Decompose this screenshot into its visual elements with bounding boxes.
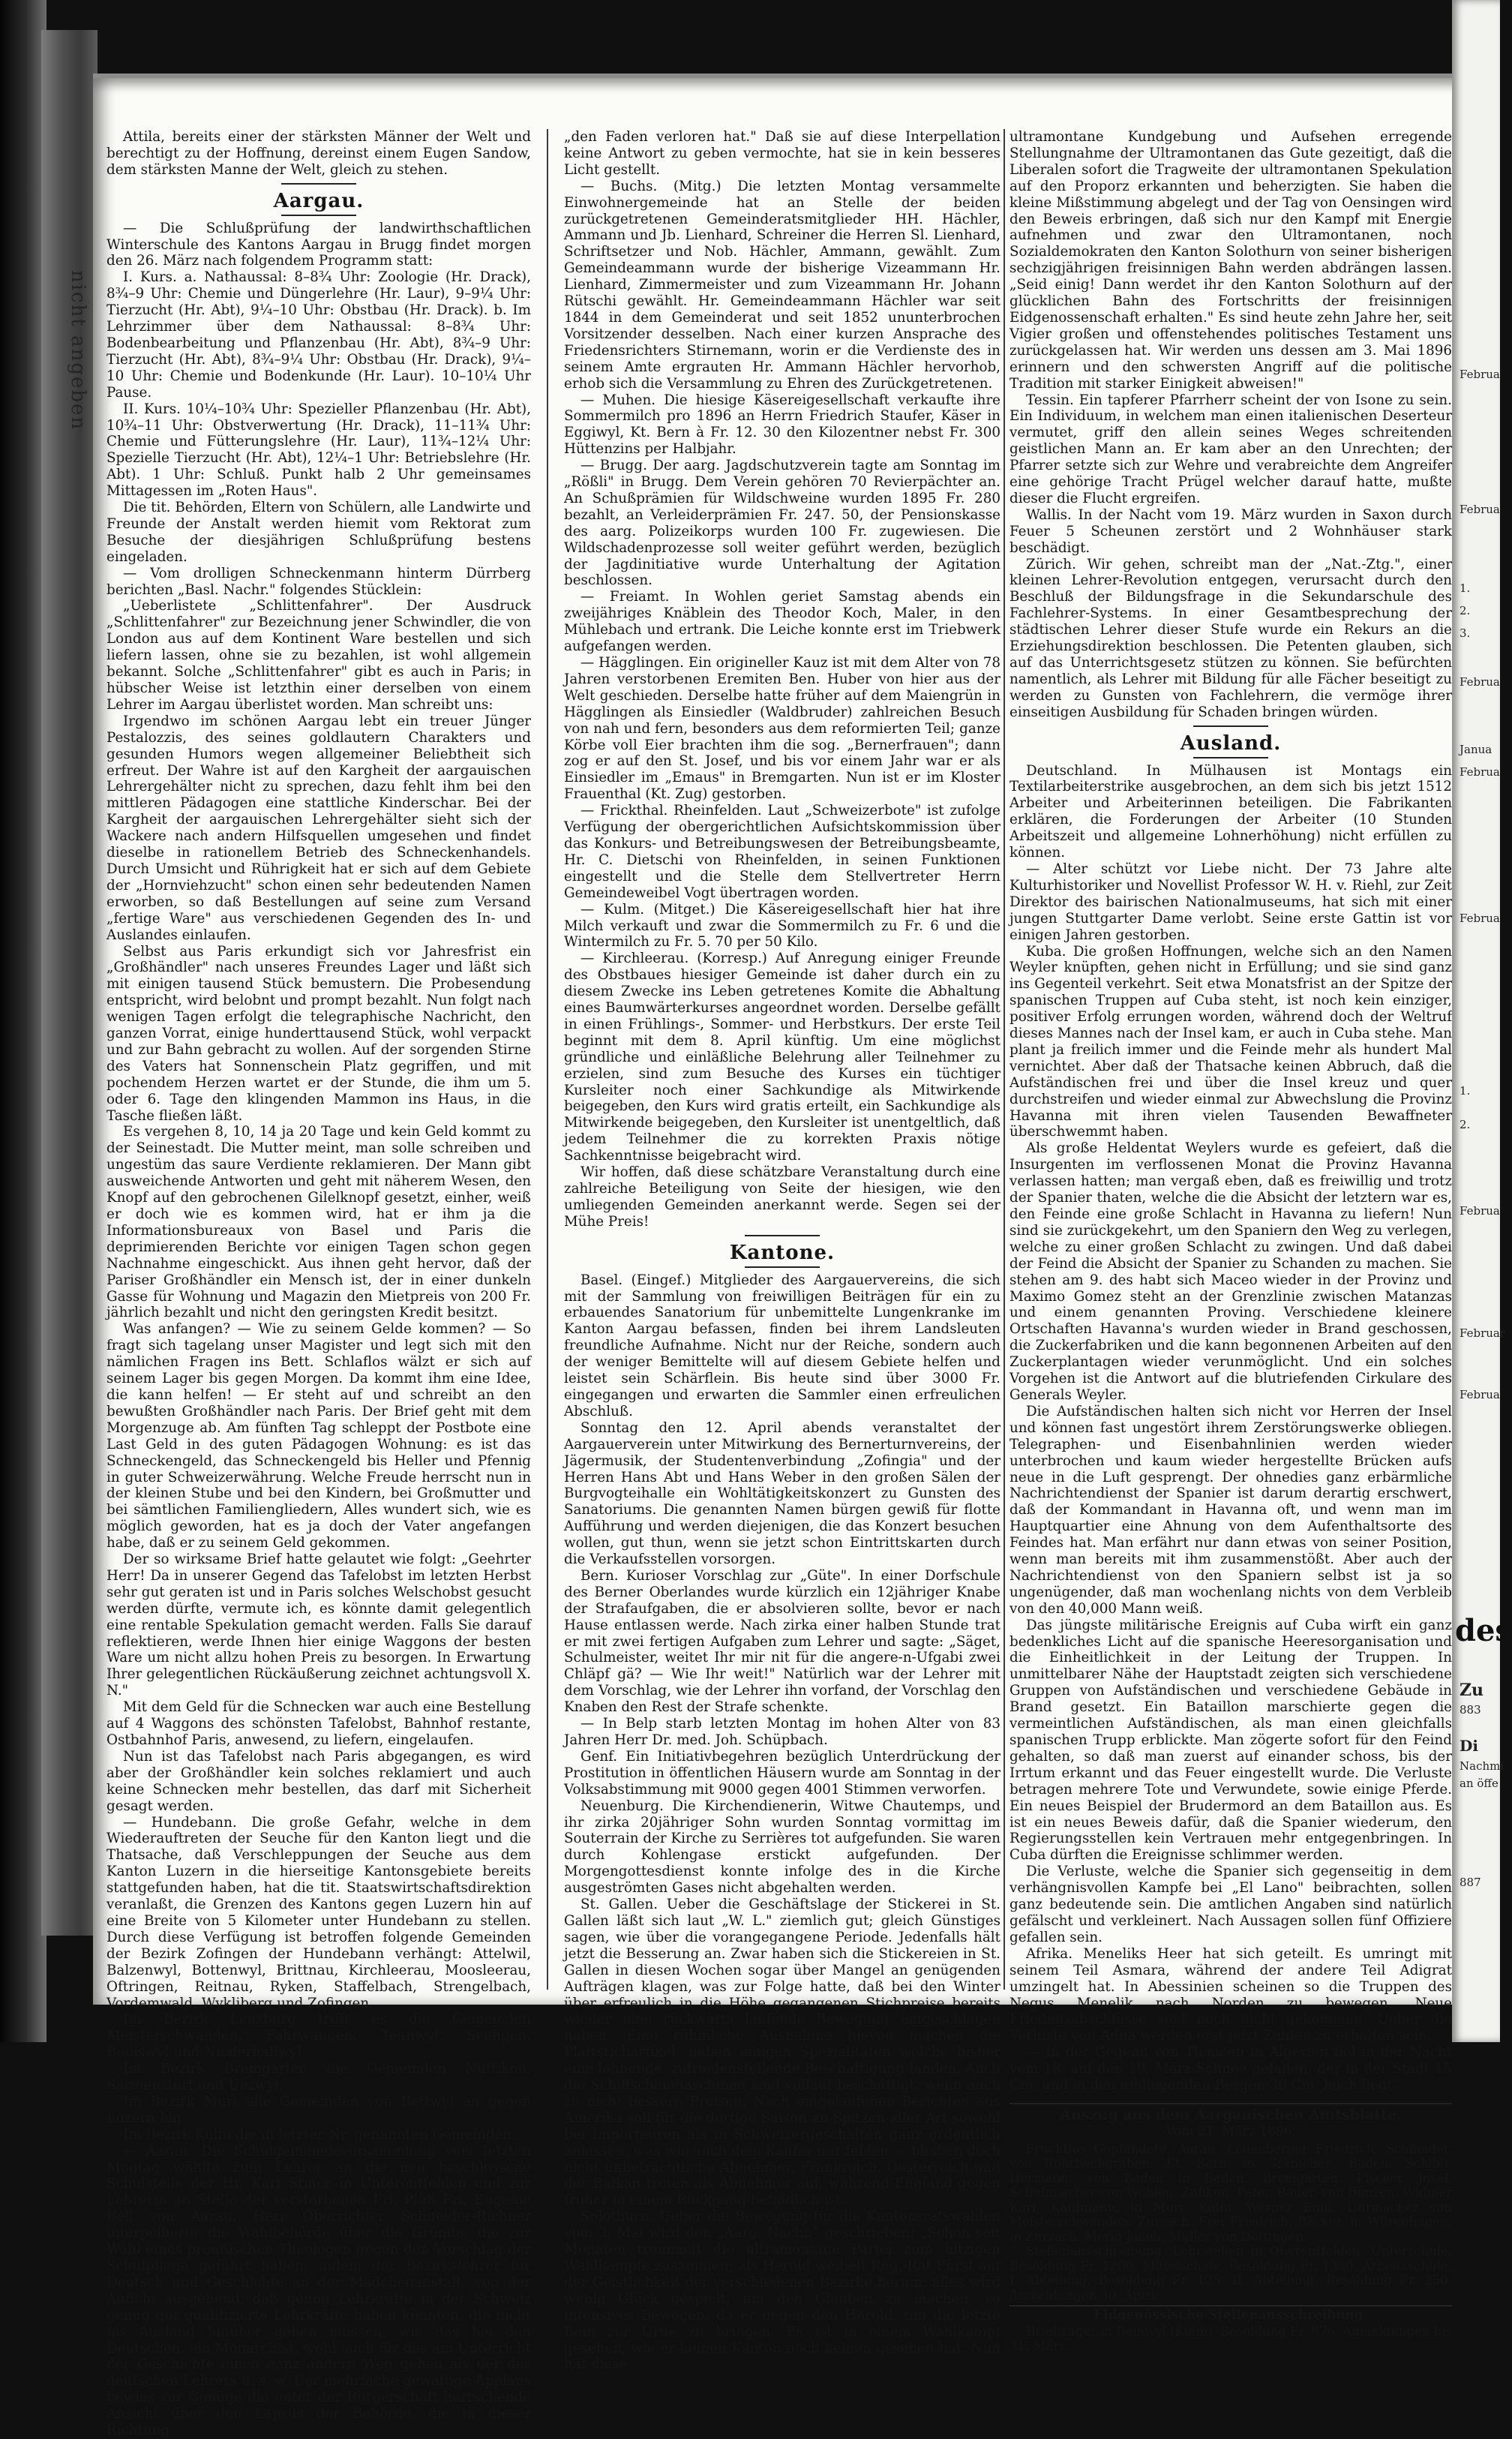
edge-fragment: Februa [1460, 1388, 1500, 1401]
edge-fragment: Februa [1460, 912, 1500, 925]
article-schlusspruefung: — Die Schlußprüfung der landwirthschaftlichen Winterschule des Kantons Aargau in Brugg findet morgen den 26. März nach folgendem Programm statt: [106, 220, 531, 269]
article-paragraph: Nun ist das Tafelobst nach Paris abgegangen, es wird aber der Großhändler kein solches reklamiert und auch keine Schnecken mehr bestellen, das darf mit Sicherheit gesagt werden. [106, 1748, 531, 1814]
article-solothurn-end: ultramontane Kundgebung und Aufsehen erregende Stellungnahme der Ultramontanen das Gute gezeitigt, daß die Liberalen sofort die Tragweite der ultramontanen Spekulation auf den Proporz erkannten und beherzigten. Sie haben die kleine Mißstimmung abgelegt und der Tag von Oensingen wird den Beweis erbringen, daß sich nur den Kampf mit Energie aufnehmen und zwar den Ultramontanen, noch Sozialdemokraten den Kanton Solothurn von seiner bisherigen sechzigjährigen freisinnigen Bahn werden abdrängen lassen. „Seid einig! Dann werdet ihr den Kanton Solothurn auf der glücklichen Bahn des Fortschritts der freisinnigen Eidgenossenschaft erhalten." Es sind heute zehn Jahre her, seit Vigier großen und offenstehendes politisches Testament uns zurückgelassen hat. Wir werden uns dessen am 3. Mai 1896 erinnern und den schwersten Angriff auf die politische Tradition mit starker Einigkeit abweisen!" [1010, 129, 1452, 392]
edge-fragment: 1. [1460, 1084, 1471, 1098]
separator [745, 1266, 820, 1268]
article-frickthal: — Frickthal. Rheinfelden. Laut „Schweizerbote" ist zufolge Verfügung der obergerichtlichen Aufsichtskommission über das Konkurs- und Betreibungswesen der Betreibungsbeamte, Hr. C. Dietschi von Rheinfelden, in seinen Funktionen eingestellt und die Stelle dem Stellvertreter Herrn Gemeindeweibel Vogt übertragen worden. [564, 803, 1000, 901]
article-kulm: — Kulm. (Mitget.) Die Käsereigesellschaft hier hat ihre Milch verkauft und zwar die Sommermilch zu Fr. 6 und die Wintermilch zu Fr. 5. 70 per 50 Kilo. [564, 901, 1000, 951]
article-paragraph: Die Verluste, welche die Spanier sich gegenseitig in dem verhängnisvollen Kampfe bei „El Lano" beibrachten, sollen ganz bedeutende sein. Die amtlichen Angaben sind natürlich gefälscht und verkleinert. Nach Aussagen sollen fünf Offiziere gefallen sein. [1010, 1864, 1452, 1945]
section-heading-ausland: Ausland. [1180, 731, 1282, 755]
edge-fragment-heading: des [1455, 1613, 1512, 1648]
amtsblatt-subheading: Eidgenössische Stellenausschreibung. [1010, 2305, 1452, 2324]
edge-fragment: Februa [1460, 675, 1500, 689]
column-rule-1 [547, 129, 548, 1990]
section-heading-kantone: Kantone. [729, 1241, 836, 1264]
column-rule-2 [1004, 129, 1005, 1990]
article-attila-end: Attila, bereits einer der stärksten Männer der Welt und berechtigt zu der Hoffnung, dereinst einem Eugen Sandow, dem stärksten Manne der Welt, gleich zu stehen. [106, 129, 531, 178]
amtsblatt-entry: Briefträger in Beinwyl (Kulm). Besoldung Fr. 876. Anmeldungen bis 31. März. [1010, 2324, 1452, 2353]
edge-fragment: 2. [1460, 604, 1471, 617]
article-paragraph: Im Bezirk Lenzburg trifft es die Gemeinden Meisterschwanden, Fahrwangen, Tennwyl, Seengen, Boniswyl und Niederhallwyl. [106, 2011, 531, 2061]
article-kirchleerau: — Kirchleerau. (Korresp.) Auf Anregung einiger Freunde des Obstbaues hiesiger Gemeinde ist daher durch ein zu diesem Zwecke ins Leben getretenes Komite die Abhaltung eines Baumwärterkurses angeordnet worden. Derselbe gefällt in einen Frühlings-, Sommer- und Herbstkurs. Der erste Teil beginnt mit dem 8. April künftig. Um eine möglichst gründliche und einläßliche Belehrung aller Teilnehmer zu erzielen, sind zum Besuche des Kurses ein tüchtiger Kursleiter noch einer Sachkundige als Mitwirkende beigegeben, den Kurs wird gratis erteilt, ein Sachkundige als Mitwirkende beigegeben, den Kursleiter ist unentgeltlich, daß jedem Teilnehmer die zu korrekten Praxis nötige Sachkenntnisse beigebracht wird. [564, 951, 1000, 1164]
article-schneckenmann: — Vom drolligen Schneckenmann hinterm Dürrberg berichten „Basl. Nachr." folgendes Stücklein: [106, 565, 531, 598]
newspaper-page [93, 78, 1462, 2439]
separator [1193, 757, 1268, 758]
article-afrika: Afrika. Meneliks Heer hat sich geteilt. Es umringt mit seinem Teil Asmara, während der andere Teil Adigrat umzingelt hat. In Abessinien scheinen so die Truppen des Negus Menelik nach Norden zu bewegen. Neue Friedensabschlüsse sind noch nicht gekommen. Ueber die Verluste von Adua werden erst jetzt Zahlen zu erhalten sein. [1010, 1945, 1452, 2044]
article-paragraph: Irgendwo im schönen Aargau lebt ein treuer Jünger Pestalozzis, des seines goldlautern Charakters und gesunden Humors wegen allgemeiner Beliebtheit sich erfreut. Der Wahre ist auf den Kargheit der aargauischen Lehrergehälter nicht zu sprechen, dazu fehlt ihm bei den mittleren Pädagogen eine stattliche Kinderschar. Bei der Kargheit der aargauischen Lehrergehälter sieht sich der Wackere nach andern Hilfsquellen umgesehen und findet dieselbe in rationellem Betrieb des Schneckenhandels. Durch Umsicht und Rührigkeit hat er sich auf dem Gebiete der „Hornviehzucht" schon einen sehr bedeutenden Namen erworben, so daß Bestellungen auf seine zum Versand „fertige Ware" aus verschiedenen Gegenden des In- und Auslandes einlaufen. [106, 713, 531, 943]
article-tessin: Tessin. Ein tapferer Pfarrherr scheint der von Isone zu sein. Ein Individuum, in welchem man einen italienischen Deserteur vermutet, griff den allein seines Weges schreitenden geistlichen Mann an. Er kam aber an den Unrechten; der Pfarrer setzte sich zur Wehre und verabreichte dem Angreifer eine gehörige Tracht Prügel welcher darauf hatte, mußte dieser die Flucht ergreifen. [1010, 392, 1452, 506]
article-freiamt: — Freiamt. In Wohlen geriet Samstag abends ein zweijähriges Knäblein des Theodor Koch, Maler, in den Mühlebach und ertrank. Die Leiche konnte erst im Triebwerk aufgefangen werden. [564, 589, 1000, 655]
article-deutschland: Deutschland. In Mülhausen ist Montags ein Textilarbeiterstrike ausgebrochen, an dem sich bis jetzt 1512 Arbeiter und Arbeiterinnen beteiligen. Die Fabrikanten erklären, die Forderungen der Arbeiter (10 Stunden Arbeitszeit und allgemeine Lohnerhöhung) nicht erfüllen zu können. [1010, 762, 1452, 861]
amtsblatt-entry: Fruchtlos Gepfändete. Aarau. Leuenberger Friedrich, Schneider, von Rohrbachgraben, Kt. Bern, in Gränichen. Baden. Schibli, Hermann, von Baden in Baden. Bremgarten. Fischer Josef, Schuhmacher von Wohlen. Zufikon. Peter, Bauer, von Bünzen. Widmer Karl, Kaufmann, in Muri. Kulm. Werner Emil, Uhrmacher von Meisterschwanden. Zurzach. Frei Friedrich, Bäcker, in Würenlingen, in Zurzach. Merki Jakob, Müller von Döttingen. [1010, 2141, 1452, 2244]
article-paragraph: „Ueberlistete „Schlittenfahrer". Der Ausdruck „Schlittenfahrer" zur Bezeichnung jener Schwindler, die von London aus auf dem Kontinent Ware bestellen und sich liefern lassen, ohne sie zu bezahlen, ist wohl allgemein bekannt. Solche „Schlittenfahrer" gibt es auch in Paris; in hübscher Weise ist letzthin einer derselben von einem Lehrer im Aargau überlistet worden. Man schreibt uns: [106, 598, 531, 713]
separator [281, 183, 356, 185]
article-paragraph: Im Bezirk Bremgarten die Gemeinden Nüttikon, Sarmenstorf und Uezwyl. [106, 2061, 531, 2094]
article-paragraph: Mit dem Geld für die Schnecken war auch eine Bestellung auf 4 Waggons des schönsten Tafelobst, Bahnhof restante, Ostbahnhof Paris, anwesend, zu liefern, eingelaufen. [106, 1699, 531, 1748]
article-zuerich: Zürich. Wir gehen, schreibt man der „Nat.-Ztg.", einer kleinen Lehrer-Revolution entgegen, verursacht durch den Beschluß der Bildungsfrage in die Sekundarschule des Fachlehrer-Systems. In einer Gesamtbesprechung der städtischen Lehrer dieser Stufe wurde ein Rekurs an die Erziehungsdirektion beschlossen. Die Petenten glauben, sich auf das Unterrichtsgesetz stützen zu können. Sie befürchten namentlich, als Lehrer mit Bildung für alle Fächer beseitigt zu werden zu Gunsten von Fachlehrern, die vermöge ihrer einseitigen Ausbildung für Schaden bringen würden. [1010, 556, 1452, 720]
amtsblatt-date: Vom 21. März 1896. [1166, 2123, 1296, 2139]
article-paragraph: Was anfangen? — Wie zu seinem Gelde kommen? — So fragt sich tagelang unser Magister und legt sich mit den nämlichen Fragen ins Bett. Schlaflos wälzt er sich auf seinem Lager bis gegen Morgen. Da kommt ihm eine Idee, die kann helfen! — Er steht auf und schreibt an den bewußten Großhändler nach Paris. Der Brief geht mit dem Morgenzuge ab. Am fünften Tag schleppt der Postbote eine Last Geld in des guten Pädagogen Wohnung: es ist das Schneckengeld, das Schneckengeld bis Heller und Pfennig in guter Schweizerwährung. Welche Freude herrscht nun in der kleinen Stube und bei den Kindern, bei Großmutter und bei sämtlichen Familiengliedern, Alles wundert sich, wie es möglich geworden, hat es ja doch der Vater angefangen habe, daß er zu seinem Geld gekommen. [106, 1321, 531, 1551]
article-haegglingen: — Hägglingen. Ein origineller Kauz ist mit dem Alter von 78 Jahren verstorbenen Eremiten Ben. Huber von hier aus der Welt geschieden. Derselbe hatte früher auf dem Maiengrün in Hägglingen als Einsiedler (Waldbruder) zahlreichen Besuch von nah und fern, besonders aus dem reformierten Teil; ganze Körbe voll Eier brachten ihm die sog. „Bernerfrauen"; dann zog er auf den St. Josef, und bis vor einem Jahr war er als Einsiedler im „Emaus" in Bremgarten. Nun ist er im Kloster Frauenthal (Kt. Zug) gestorben. [564, 655, 1000, 803]
edge-fragment: Nachmi [1460, 1759, 1504, 1773]
amtsblatt-title: Auszug aus dem Aargauischen Amtsblatte. [1060, 2106, 1402, 2123]
edge-fragment: Februa [1460, 368, 1500, 381]
article-paragraph: Im Bezirk Muri alle Gemeinden von Bettwyl an gegen Luzern hin. [106, 2093, 531, 2126]
article-algerien: — In der Gegend von Tlemcen in Algerien fiel in der Nacht vom 18. auf den 19. März Schnee gefallen, der in der Stadt 15 Cm. und in den umliegenden Bergen 30 Cm. hoch liegt. [1010, 2044, 1452, 2094]
edge-fragment: Janua [1460, 743, 1492, 756]
article-solothurn: Solothurn. Ueber die Bewegung für die Kantonsratswahlen vom 3. Mai wird den „Aarg. Nachr." geschrieben: „Schon seit Monaten trommelt die ultramontane Partei zum hitzigen Wahlkampfe zusammen; als Herold weibelt Reg.-Rat Fürst auf der Geistlichkeit der verschiedenen Bezirke herum; alles wird wenig Glück gespielt, um den Glauben zu machen, so intensives Bewegen, da er gegen den Herold, um die letzte Bein zur Urne zu bringen. Es ist in einem Wahlkampf gesehen, wie er keinen Kanton noch keinen gesehen hat. Nun hat diese [564, 2209, 1000, 2373]
article-paragraph: I. Kurs. a. Nathaussal: 8–8¾ Uhr: Zoologie (Hr. Drack), 8¾–9 Uhr: Chemie und Düngerlehre (Hr. Laur), 9–9¼ Uhr: Tierzucht (Hr. Abt), 9¼–10 Uhr: Obstbau (Hr. Drack). b. Im Lehrzimmer über dem Nathaussal: 8–8¾ Uhr: Bodenbearbeitung und Pflanzenbau (Hr. Abt), 8¾–9 Uhr: Tierzucht (Hr. Abt), 8¾–9¼ Uhr: Obstbau (Hr. Drack), 9¼–10 Uhr: Chemie und Bodenkunde (Hr. Laur). 10–10¼ Uhr Pause. [106, 269, 531, 401]
separator [1193, 725, 1268, 727]
adjacent-page-edge [1452, 0, 1512, 2042]
edge-fragment: 887 [1460, 1876, 1481, 1889]
article-paragraph: Selbst aus Paris erkundigt sich vor Jahresfrist ein „Großhändler" nach unseres Freundes Lager und läßt sich mit einigen tausend Stück bemustern. Die Probesendung entspricht, wird belobnt und prompt bezahlt. Nun folgt nach wenigen Tagen erfolgt die telegraphische Nachricht, den ganzen Vorrat, einige hunderttausend Stück, wohl verpackt und zur Bahn gebracht zu wollen. Auf der sorgenden Stirne des Vaters hat Sonnenschein Platz gegriffen, und mit pochendem Herzen wartet er der Stunde, die ihm um 5. oder 6. Tage den klingenden Mammon ins Haus, in die Tasche fließen läßt. [106, 943, 531, 1124]
article-kuba: Kuba. Die großen Hoffnungen, welche sich an den Namen Weyler knüpften, gehen nicht in Erfüllung; und sie sind ganz ins Gegenteil verkehrt. Seit etwa Monatsfrist an der Spitze der spanischen Truppen auf Cuba steht, ist noch kein einziger, positiver Erfolg errungen worden, während doch der Weltruf dieses Mannes nach der Insel kam, er auch in Cuba stehe. Man plant ja freilich immer und die Feinde mehr als hundert Mal vernichtet. Aber daß der Thatsache keinen Abbruch, daß die Aufständischen frei und über die Insel kreuz und quer durchstreifen und wieder einmal zur Abwechslung die Provinz Havanna mit ihren vielen Tausenden Bewaffneter überschwemmt haben. [1010, 943, 1452, 1140]
scanner-left-edge [0, 0, 46, 2042]
article-riehl: — Alter schützt vor Liebe nicht. Der 73 Jahre alte Kulturhistoriker und Novellist Professor W. H. v. Riehl, zur Zeit Direktor des bairischen Nationalmuseums, hat sich mit einer jungen Stuttgarter Dame verlobt. Seine erste Gattin ist vor einigen Jahren gestorben. [1010, 861, 1452, 943]
article-hundebann: — Hundebann. Die große Gefahr, welche in dem Wiederauftreten der Seuche für den Kanton liegt und die Thatsache, daß Verschleppungen der Seuche aus dem Kanton Luzern in die hierseitige Kantonsgebiete bereits stattgefunden haben, hat die tit. Staatswirtschaftsdirektion veranlaßt, die Grenzen des Kantons gegen Luzern hin auf eine Breite von 5 Kilometer unter Hundebann zu stellen. Durch diese Verfügung ist betroffen folgende Gemeinden der Bezirk Zofingen der Hundebann verhängt: Attelwil, Balzenwyl, Bottenwyl, Brittnau, Kirchleerau, Moosleerau, Oftringen, Reitnau, Ryken, Staffelbach, Strengelbach, Vordemwald, Wykliberg und Zofingen. [106, 1814, 531, 2011]
article-belp: — In Belp starb letzten Montag im hohen Alter von 83 Jahren Herr Dr. med. Joh. Schüpbach. [564, 1716, 1000, 1748]
article-paragraph: Das jüngste militärische Ereignis auf Cuba wirft ein ganz bedenkliches Licht auf die spanische Heeresorganisation und die Einheitlichkeit in der Leitung der Truppen. In unmittelbarer Nähe der Hauptstadt zeigten sich verschiedene Gruppen von Aufständischen und verschiedene Gebäude in Brand gesetzt. Ein Bataillon marschierte gegen die vermeintlichen Aufständischen, als man einen gleichfalls spanischen Trupp erblickte. Man zögerte sofort für den Feind gehalten, so daß man zuerst auf einander schoss, bis der Irrtum erkannt und das Feuer eingestellt wurde. Die Verluste betragen mehrere Tote und Verwundete, sowie einige Pferde. Ein neues Beispiel der Brudermord an dem Bataillon aus. Es ist ein neues Beweis dafür, daß die Spanier wiederum, den Regierungsstellen kein Vertrauen mehr entgegenbringen. In Cuba dürften die Ereignisse schlimmer werden. [1010, 1617, 1452, 1864]
edge-fragment: 2. [1460, 1118, 1471, 1131]
edge-fragment: an öffe [1460, 1777, 1498, 1790]
article-wallis: Wallis. In der Nacht vom 19. März wurden in Saxon durch Feuer 5 Scheunen zerstört und 2 Wohnhäuser stark beschädigt. [1010, 506, 1452, 556]
article-paragraph: II. Kurs. 10¼–10¾ Uhr: Spezieller Pflanzenbau (Hr. Abt), 10¾–11 Uhr: Obstverwertung (Hr. Drack), 11–11¾ Uhr: Chemie und Fütterungslehre (Hr. Laur), 11¾–12¼ Uhr: Spezielle Tierzucht (Hr. Abt), 12¼–1 Uhr: Betriebslehre (Hr. Abt). 1 Uhr: Schluß. Punkt halb 2 Uhr gemeinsames Mittagessen im „Roten Haus". [106, 401, 531, 500]
article-st-gallen: St. Gallen. Ueber die Geschäftslage der Stickerei in St. Gallen läßt sich laut „W. L." ziemlich gut; gleich Günstiges sagen, wie über die vorangegangene Periode. Jedenfalls hält jetzt die Besserung an. Zwar haben sich die Stickereien in St. Gallen in diesen Wochen sogar über Mangel an genügenden Aufträgen klagen, was zur Folge hatte, daß bei den Winter über erfreulich in die Höhe gegangenen Stichpreise bereits wieder eine rückwärts laufende Bewegung eingeschlagen haben. Eine rühmliche Ausnahme hievon machen die Plattstichartikel, neben einigen Spezialitäten welche bisher eine lohnende, zufriedenstellende Beschäftigung fanden. Auch die Schiffschenmaschinen sind vollauf beschäftigt, wenn auch zu nicht bessern Preisen. Nach eingelaufenen Berichten aus Amerika soll für die dortige Saison an Spitzen aller Art sowohl bei Importeuren als in Schweizergeschäften ganz ordentlich anlassen, was wie auch dem Käufer nur fehlen — bleiben doch nicht unbeträchtliche Abnehmer. Frankreich, Oesterreich und der Balkan treten als Abnehmer auf, während England gegen früher in einem Rückgang befindlich ist. [564, 1897, 1000, 2209]
edge-fragment: 3. [1460, 626, 1471, 640]
column-3 [1010, 129, 1452, 2353]
edge-fragment: Zu [1460, 1681, 1484, 1700]
amtsblatt-entry: Stellenausschreibung. Lehrstellen in Oberentfelden: Unterschule, Besoldung Fr. 1200. Mittelschule, Besoldung Fr. 1300. Arbeitsschule, I. Abteilung, Besoldung Fr. 125, II. Abteilung, Besoldung Fr. 250. Anmeldungen 30. April. [1010, 2244, 1452, 2302]
edge-fragment: Februar [1460, 1326, 1506, 1340]
separator [745, 1235, 820, 1236]
separator [281, 215, 356, 216]
article-muhen: — Muhen. Die hiesige Käsereigesellschaft verkaufte ihre Sommermilch pro 1896 an Herrn Friedrich Staufer, Käser in Eggiwyl, Kt. Bern à Fr. 12. 30 den Kilozentner nebst Fr. 300 Hüttenzins per Halbjahr. [564, 392, 1000, 458]
edge-fragment: Februa [1460, 765, 1500, 779]
article-paragraph: Es vergehen 8, 10, 14 ja 20 Tage und kein Geld kommt zu der Seinestadt. Die Mutter meint, man solle schreiben und ungestüm das saure Verdiente reklamieren. Der Mann gibt ausweichende Antworten und geht mit näherem Wesen, den Knopf auf den gebrochenen Gilelknopf gesetzt, einher, weiß er doch wie es kommen wird, hat er ihm ja die Informationsbureaux von Basel und Paris die deprimierenden Berichte vor einigen Tagen schon gegen Nachnahme eingeschickt. Aus ihnen geht hervor, daß der Pariser Großhändler ein Mensch ist, der in einer dunkeln Gasse für Wohnung und Magazin den Mietpreis von 200 Fr. jährlich bezahlt und nicht den geringsten Kredit besitzt. [106, 1124, 531, 1321]
article-neuenburg: Neuenburg. Die Kirchendienerin, Witwe Chautemps, und ihr zirka 20jähriger Sohn wurden Sonntag vormittag im Souterrain der Kirche zu Serrières tot aufgefunden. Sie waren durch Kohlengase erstickt aufgefunden. Der Morgengottesdienst konnte infolge des in die Kirche ausgeströmten Gases nicht abgehalten werden. [564, 1798, 1000, 1897]
article-aarau-end: „den Faden verloren hat." Daß sie auf diese Interpellation keine Antwort zu geben vermochte, hat sie in kein besseres Licht gestellt. [564, 129, 1000, 178]
article-paragraph: Im Bezirk Kulm die in letzter Nr. genannten Gemeinden. [123, 2126, 516, 2143]
column-1 [106, 129, 531, 2439]
article-aarau: — Aarau. Die Schulgemeindeversammlung vom letzten Montag wählte zum Lehrer an die neu beschlossene Schulstelle der Hr. Karl Stiner in Unterentfelden und zur Lehrerin an Stelle der verstorbenen Frl. Plüß Frl. Eugenie Bell von Aarau. Herr Oberrichter Schneider-Richner interpellierte die Wahlbehörde über die Gründe, die zur Wahl eines preußischen Theologen gegen den Vorschlag der Schulpflege geführt haben, indem der Bezirkslehrer für Deutsch und Geschichte an der Mädchenanstalt, von der Anficht ausgehend, daß genug Lehrkräfte in der Schweiz genug gut qualifizierte Lehrkräfte haben könnten, die nicht ins Ausland hinüber gehen müssen, wie das bei den Deutschen, ein Monarchist, wohl auch für das am Unterricht der Geschichte einen ganz andern Weg gehen als der des deutschen Lehrers u. s. w. Der mehrfache gewaltige Applaus bewies zur Genüge die unter der Bürgerschaft herrschende Ansicht über den Lapsus der Behörde, die in dieser Richtung [106, 2143, 531, 2439]
edge-fragment: 1. [1460, 581, 1471, 595]
edge-fragment: Di [1460, 1737, 1478, 1755]
article-paragraph: Als große Heldentat Weylers wurde es gefeiert, daß die Insurgenten im verflossenen Monat die Provinz Havanna verlassen hatten; man vergaß eben, daß es freiwillig und trotz der Spanier thaten, welche die die Absicht der letztern war es, den Feinde eine große Schlacht in Havanna zu liefern! Nun sind sie zurückgekehrt, um den Spaniern den Weg zu verlegen, welche zu einer großen Schlacht zu zwingen. Und daß dabei der Feind die Absicht der Spanier zu Schanden zu machen. Sie stehen am 9. des habt sich Maceo wieder in der Provinz und Maximo Gomez steht an der Grenzlinie zwischen Matanzas und einem genannten Proving. Verschiedene kleinere Ortschaften Havanna's wurden wieder in Brand geschossen, die Zuckerfabriken und die kann begonnenen Arbeiten auf den Zuckerplantagen wieder verunmöglicht. Und ein solches Vorgehen ist die Antwort auf die blutriefenden Cirkulare des Generals Weyler. [1010, 1140, 1452, 1403]
edge-fragment: Februa [1460, 503, 1500, 516]
edge-fragment: Februa [1460, 1204, 1500, 1218]
article-paragraph: Der so wirksame Brief hatte gelautet wie folgt: „Geehrter Herr! Da in unserer Gegend das Tafelobst im letzten Herbst sehr gut geraten ist und in Paris solches Welschobst gesucht werden dürfte, vermute ich, es könnte damit gelegentlich eine rentable Spekulation gemacht werden. Falls Sie darauf reflektieren, werde Ihnen hier einige Waggons der besten Ware um nicht allzu hohen Preis zu besorgen. In Erwartung Ihrer gelegentlichen Rückäußerung zeichnet achtungsvoll X. N." [106, 1551, 531, 1699]
article-brugg: — Brugg. Der aarg. Jagdschutzverein tagte am Sonntag im „Rößli" in Brugg. Dem Verein gehören 70 Revierpächter an. An Schußprämien für Wildschweine wurden 1895 Fr. 280 bezahlt, an Verleiderprämien Fr. 247. 50, der Pensionskasse des aarg. Polizeikorps wurden 100 Fr. zugewiesen. Die Wildschadenprozesse soll weiter geführt werden, bezüglich der Jagdinitiative wurde Unterhaltung der Agitation beschlossen. [564, 458, 1000, 589]
edge-fragment: 883 [1460, 1703, 1481, 1717]
article-bern: Bern. Kurioser Vorschlag zur „Güte". In einer Dorfschule des Berner Oberlandes wurde kürzlich ein 12jähriger Knabe der Strafaufgaben, die er absolvieren sollte, bevor er nach Hause entlassen werde. Nach zirka einer halben Stunde trat er mit zwei fertigen Aufgaben zum Lehrer und sagte: „Säget, Schulmeister, weitet Ihr mir nit für die angere-n-Ufgabi zwei Chläpf gä? — Wie Ihr weit!" Natürlich war der Lehrer mit dem Vorschlag, wie der Lehrer ihn vorfand, der Vorschlag den Knaben den Rest der Strafe schenkte. [564, 1567, 1000, 1716]
section-heading-aargau: Aargau. [273, 189, 364, 212]
spine-faded-text: nicht angeben [67, 270, 89, 431]
amtsblatt-box [1010, 2103, 1452, 2353]
column-2 [564, 129, 1000, 2373]
article-paragraph: Die tit. Behörden, Eltern von Schülern, alle Landwirte und Freunde der Anstalt werden hiemit vom Rektorat zum Besuche der diesjährigen Schlußprüfung bestens eingeladen. [106, 500, 531, 565]
article-paragraph: Die Aufständischen halten sich nicht vor Herren der Insel und können fast ungestört ihrem Zerstörungswerke obliegen. Telegraphen- und Eisenbahnlinien werden wieder unterbrochen und kaum wieder hergestellte Brücken aufs neue in die Luft gesprengt. Der ohnedies ganz erbärmliche Nachrichtendienst der Spanier ist darum derartig erschwert, daß der Kommandant in Havanna oft, und wenn man im Hauptquartier eine Ahnung von dem Aufenthaltsorte des Feindes hat. Man erfährt nur dann etwas von seiner Position, wenn man bereits mit ihm zusammenstößt. Aber auch der Nachrichtendienst von den Spaniern selbst ist ja so ungenügender, daß man wochenlang nichts von dem Verbleib von den 40,000 Mann weiß. [1010, 1403, 1452, 1617]
article-basel: Basel. (Eingef.) Mitglieder des Aargauervereins, die sich mit der Sammlung von freiwilligen Beiträgen für ein zu erbauendes Sanatorium für unbemittelte Lungenkranke im Kanton Aargau befassen, finden bei ihrem Landsleuten freundliche Aufnahme. Nicht nur der Reiche, sondern auch der weniger Bemittelte will auf diesem Gebiete helfen und leistet sein Schärflein. Bis heute sind über 3000 Fr. eingegangen und erwarten die Sammler einen erfreulichen Abschluß. [564, 1272, 1000, 1419]
article-paragraph: Sonntag den 12. April abends veranstaltet der Aargauerverein unter Mitwirkung des Bernerturnvereins, der Jägermusik, der Studentenverbindung „Zofingia" und der Herren Hans Abt und Hans Weber in den großen Sälen der Burgvogteihalle ein Wohltätigkeitskonzert zu Gunsten des Sanatoriums. Die genannten Namen bürgen gewiß für flotte Aufführung und werden diejenigen, die das Konzert besuchen wollen, gut thun, wenn sie jetzt schon Eintrittskarten durch die Verkaufsstellen vorsorgen. [564, 1419, 1000, 1568]
article-buchs: — Buchs. (Mitg.) Die letzten Montag versammelte Einwohnergemeinde hat an Stelle der beiden zurückgetretenen Gemeinderatsmitglieder HH. Hächler, Ammann und Jb. Lienhard, Schreiner die Herren Sl. Lienhard, Schriftsetzer und Nob. Hächler, Ammann, gewählt. Zum Gemeindeammann wurde der bisherige Vizeammann Hr. Lienhard, Zimmermeister und zum Vizeammann Hr. Johann Rütschi gewählt. Hr. Gemeindeammann Hächler war seit 1844 in dem Gemeinderat und seit 1852 ununterbrochen Vorsitzender desselben. Nach einer kurzen Ansprache des Friedensrichters Stirnemann, worin er die Verdienste des in seinem Amte ergrauten Hr. Ammann Hächler hervorhob, erhob sich die Versammlung zu Ehren des Zurückgetretenen. [564, 178, 1000, 392]
article-genf: Genf. Ein Initiativbegehren bezüglich Unterdrückung der Prostitution in öffentlichen Häusern wurde am Sonntag in der Volksabstimmung mit 9000 gegen 4001 Stimmen verworfen. [564, 1748, 1000, 1798]
article-paragraph: Wir hoffen, daß diese schätzbare Veranstaltung durch eine zahlreiche Beteiligung von Seite der hiesigen, wie den umliegenden Gemeinden anerkannt werde. Segen sei der Mühe Preis! [564, 1164, 1000, 1230]
